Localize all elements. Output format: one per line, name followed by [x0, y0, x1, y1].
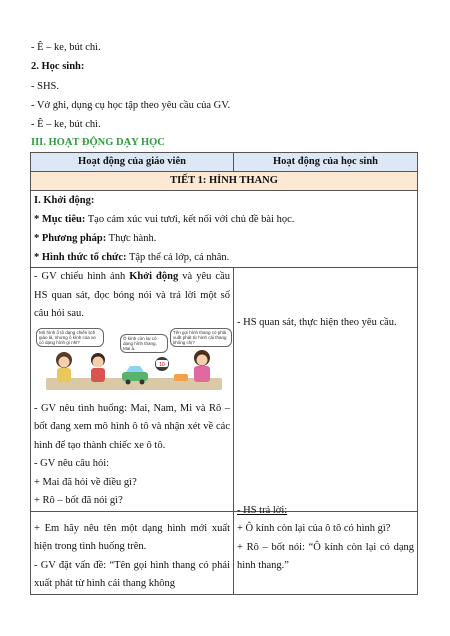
- teacher-column-header: Hoạt động của giáo viên: [31, 153, 234, 172]
- student-answer: + Rô – bốt nói: “Ô kính còn lại có dạng hình thang.”: [237, 541, 414, 571]
- teacher-question: + Mai đã hỏi về điều gì?: [34, 476, 137, 488]
- material-line: - Ê – ke, bút chì.: [31, 42, 101, 53]
- students-heading: 2. Học sinh:: [31, 61, 85, 72]
- objective-line: * Mục tiêu: Tạo cảm xúc vui tươi, kết nối với chủ đề bài học.: [34, 214, 295, 225]
- speech-bubble: Ô kính còn lại có dạng hình thang, Mai à.: [120, 334, 168, 353]
- warmup-heading: I. Khởi động:: [34, 195, 95, 206]
- teacher-situation: - GV nêu tình huống: Mai, Nam, Mi và Rô – bốt đang xem mô hình ô tô và nhận xét về các hình để tạo thành chiếc xe ô tô.: [34, 402, 230, 451]
- svg-text:10: 10: [159, 361, 165, 368]
- student-answer: + Ô kính còn lại của ô tô có hình gì?: [237, 523, 391, 534]
- student-response: - HS quan sát, thực hiện theo yêu cầu.: [237, 317, 397, 328]
- speech-bubble: Tên gọi hình thang có phải xuất phát từ hình cái thang không chị?: [170, 328, 232, 347]
- teacher-question: + Em hãy nêu tên một dạng hình mới xuất hiện trong tình huống trên.: [34, 522, 230, 552]
- section-heading: III. HOẠT ĐỘNG DẠY HỌC: [31, 137, 165, 148]
- teacher-question: + Rô – bốt đã nói gì?: [34, 495, 123, 506]
- lesson-title: TIẾT 1: HÌNH THANG: [31, 172, 418, 191]
- teacher-instruction: - GV chiếu hình ảnh Khởi động và yêu cầu HS quan sát, đọc bóng nói và trả lời một số câu hỏi sau.: [34, 271, 230, 319]
- student-column-header: Hoạt động của học sinh: [234, 153, 418, 172]
- student-answer-heading: - HS trả lời:: [237, 504, 288, 516]
- activity-table: [30, 152, 418, 595]
- material-line: - Ê – ke, bút chì.: [31, 119, 101, 130]
- warmup-intro: [31, 191, 418, 268]
- format-line: * Hình thức tổ chức: Tập thể cả lớp, cá nhân.: [34, 252, 230, 263]
- teacher-problem: - GV đặt vấn đề: “Tên gọi hình thang có phải xuất phát từ hình cái thang không: [34, 559, 230, 589]
- material-line: - Vở ghi, dụng cụ học tập theo yêu cầu của GV.: [31, 100, 231, 111]
- teacher-question-intro: - GV nêu câu hỏi:: [34, 458, 110, 469]
- method-line: * Phương pháp: Thực hành.: [34, 233, 157, 244]
- warmup-illustration: [34, 326, 230, 396]
- material-line: - SHS.: [31, 81, 60, 92]
- speech-bubble: Mô hình ô tô dạng chiến lịch giáo lá, nhưng ô kính của xe có dạng hình gì nhỉ?: [36, 328, 104, 347]
